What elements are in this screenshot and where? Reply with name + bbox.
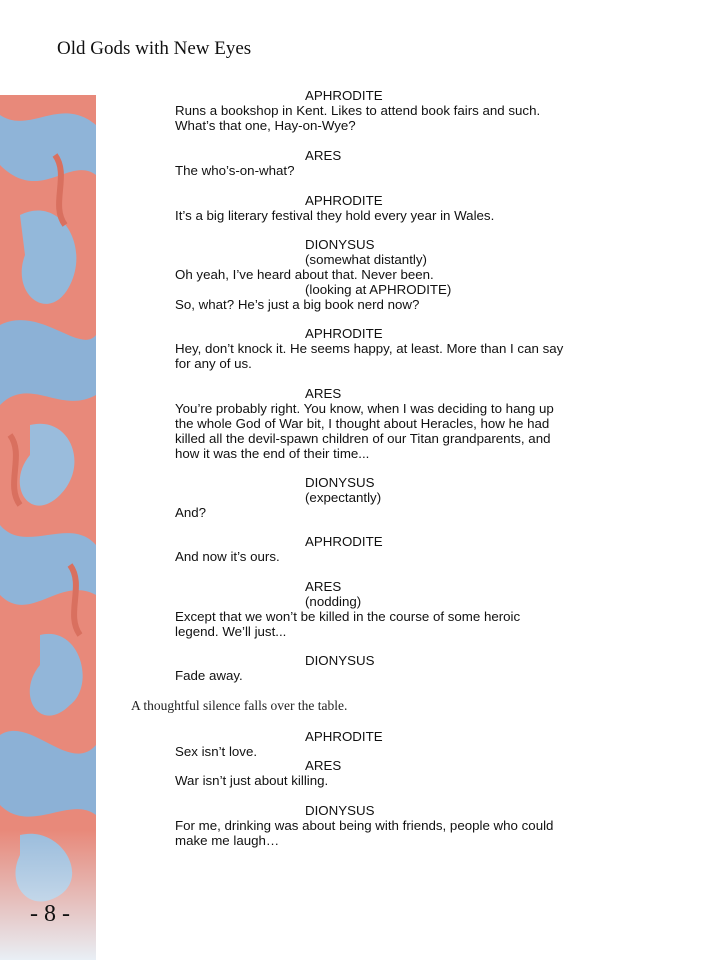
dialogue-line: the whole God of War bit, I thought about Heracles, how he had — [175, 416, 550, 431]
running-header-title: Old Gods with New Eyes — [57, 38, 252, 59]
dialogue-line: how it was the end of their time... — [175, 446, 370, 461]
character-name: DIONYSUS — [305, 803, 375, 818]
dialogue-line: You’re probably right. You know, when I was deciding to hang up — [175, 401, 554, 416]
parenthetical: (looking at APHRODITE) — [305, 282, 452, 297]
parenthetical: (somewhat distantly) — [305, 252, 427, 267]
dialogue-line: Except that we won’t be killed in the course of some heroic — [175, 609, 521, 624]
parenthetical: (expectantly) — [305, 490, 382, 505]
character-name: DIONYSUS — [305, 653, 375, 668]
dialogue-line: The who’s-on-what? — [175, 163, 295, 178]
character-name: DIONYSUS — [305, 237, 375, 252]
character-name: DIONYSUS — [305, 475, 375, 490]
dialogue-line: Oh yeah, I’ve heard about that. Never been. — [175, 267, 434, 282]
character-name: ARES — [305, 386, 342, 401]
dialogue-line: War isn’t just about killing. — [175, 773, 329, 788]
dialogue-line: For me, drinking was about being with friends, people who could — [175, 818, 554, 833]
dialogue-line: Runs a bookshop in Kent. Likes to attend book fairs and such. — [175, 103, 541, 118]
dialogue-line: Sex isn’t love. — [175, 744, 258, 759]
dialogue-line: killed all the devil-spawn children of our Titan grandparents, and — [175, 431, 551, 446]
character-name: ARES — [305, 758, 342, 773]
character-name: ARES — [305, 579, 342, 594]
dialogue-line: So, what? He’s just a big book nerd now? — [175, 297, 420, 312]
dialogue-line: And? — [175, 505, 207, 520]
dialogue-line: make me laugh… — [175, 833, 280, 848]
dialogue-line: for any of us. — [175, 356, 252, 371]
dialogue-line: Hey, don’t knock it. He seems happy, at least. More than I can say — [175, 341, 564, 356]
character-name: APHRODITE — [305, 326, 383, 341]
action-line: A thoughtful silence falls over the table. — [131, 698, 348, 713]
dialogue-line: Fade away. — [175, 668, 243, 683]
character-name: APHRODITE — [305, 193, 383, 208]
character-name: APHRODITE — [305, 729, 383, 744]
dialogue-line: legend. We’ll just... — [175, 624, 287, 639]
character-name: ARES — [305, 148, 342, 163]
character-name: APHRODITE — [305, 88, 383, 103]
parenthetical: (nodding) — [305, 594, 362, 609]
dialogue-line: And now it’s ours. — [175, 549, 280, 564]
dialogue-line: It’s a big literary festival they hold every year in Wales. — [175, 208, 495, 223]
character-name: APHRODITE — [305, 534, 383, 549]
page-number: - 8 - — [30, 901, 70, 927]
dialogue-line: What’s that one, Hay-on-Wye? — [175, 118, 356, 133]
